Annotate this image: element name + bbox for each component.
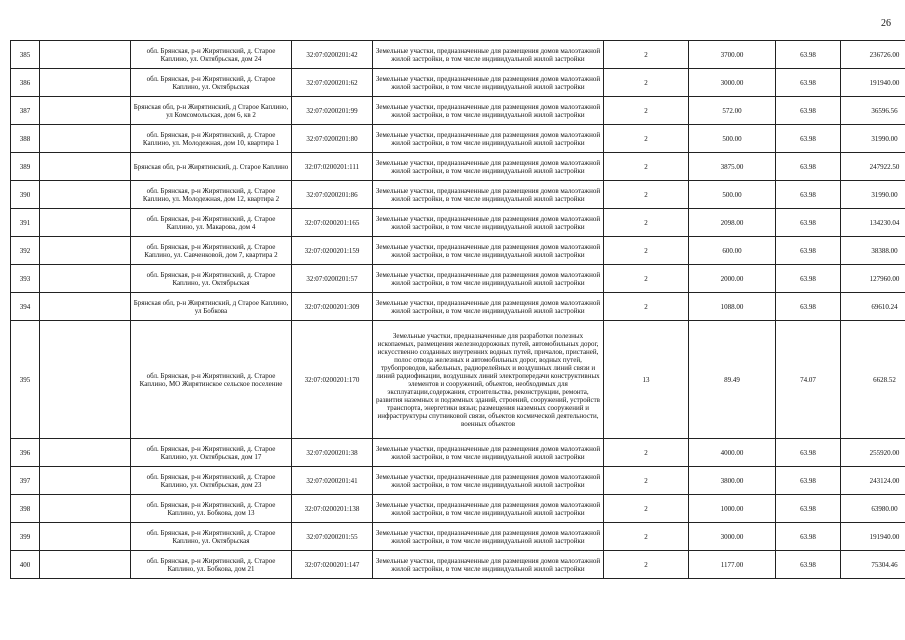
row-area: 2000.00: [689, 265, 776, 293]
row-cadastral-value: 69610.24: [841, 293, 905, 321]
row-area: 572.00: [689, 97, 776, 125]
row-area: 500.00: [689, 125, 776, 153]
row-cadastral-number: 32:07:0200201:138: [292, 495, 373, 523]
row-land-use: Земельные участки, предназначенные для размещения домов малоэтажной жилой застройки, в том числе индивидуальной жилой застройки: [373, 265, 604, 293]
row-cadastral-value: 247922.50: [841, 153, 905, 181]
row-category: 2: [604, 293, 689, 321]
row-cadastral-value: 36596.56: [841, 97, 905, 125]
row-cadastral-number: 32:07:0200201:309: [292, 293, 373, 321]
table-row: [11, 321, 905, 439]
row-land-use: Земельные участки, предназначенные для размещения домов малоэтажной жилой застройки, в том числе индивидуальной жилой застройки: [373, 439, 604, 467]
row-category: 2: [604, 209, 689, 237]
row-area: 3000.00: [689, 69, 776, 97]
row-cadastral-number: 32:07:0200201:62: [292, 69, 373, 97]
row-category: 2: [604, 69, 689, 97]
row-area: 1000.00: [689, 495, 776, 523]
table-row: [11, 209, 905, 237]
row-land-use: Земельные участки, предназначенные для размещения домов малоэтажной жилой застройки, в том числе индивидуальной жилой застройки: [373, 495, 604, 523]
row-category: 2: [604, 551, 689, 579]
row-category: 2: [604, 495, 689, 523]
row-land-use: Земельные участки, предназначенные для размещения домов малоэтажной жилой застройки, в том числе индивидуальной жилой застройки: [373, 181, 604, 209]
row-number: 400: [11, 551, 40, 579]
row-address: обл. Брянская, р-н Жирятинский, д. Старое Каплино, ул. Октябрьская, дом 17: [131, 439, 292, 467]
row-land-use: Земельные участки, предназначенные для размещения домов малоэтажной жилой застройки, в том числе индивидуальной жилой застройки: [373, 69, 604, 97]
row-rate: 63.98: [776, 69, 841, 97]
row-rate: 63.98: [776, 181, 841, 209]
row-number: 397: [11, 467, 40, 495]
row-cadastral-number: 32:07:0200201:38: [292, 439, 373, 467]
row-category: 2: [604, 439, 689, 467]
row-rate: 63.98: [776, 439, 841, 467]
row-cadastral-number: 32:07:0200201:41: [292, 467, 373, 495]
row-category: 13: [604, 321, 689, 439]
row-category: 2: [604, 523, 689, 551]
row-gap: [40, 293, 131, 321]
row-area: 500.00: [689, 181, 776, 209]
row-cadastral-number: 32:07:0200201:170: [292, 321, 373, 439]
table-row: [11, 181, 905, 209]
row-land-use: Земельные участки, предназначенные для размещения домов малоэтажной жилой застройки, в том числе индивидуальной жилой застройки: [373, 209, 604, 237]
row-category: 2: [604, 125, 689, 153]
row-address: обл. Брянская, р-н Жирятинский, д. Старое Каплино, ул. Бобкова, дом 21: [131, 551, 292, 579]
row-land-use: Земельные участки, предназначенные для размещения домов малоэтажной жилой застройки, в том числе индивидуальной жилой застройки: [373, 237, 604, 265]
row-cadastral-value: 236726.00: [841, 41, 905, 69]
row-land-use: Земельные участки, предназначенные для размещения домов малоэтажной жилой застройки, в том числе индивидуальной жилой застройки: [373, 97, 604, 125]
row-number: 388: [11, 125, 40, 153]
row-area: 600.00: [689, 237, 776, 265]
row-area: 3700.00: [689, 41, 776, 69]
row-area: 1088.00: [689, 293, 776, 321]
table-row: [11, 495, 905, 523]
row-land-use: Земельные участки, предназначенные для размещения домов малоэтажной жилой застройки, в том числе индивидуальной жилой застройки: [373, 551, 604, 579]
row-category: 2: [604, 237, 689, 265]
row-rate: 63.98: [776, 467, 841, 495]
row-cadastral-number: 32:07:0200201:159: [292, 237, 373, 265]
row-number: 398: [11, 495, 40, 523]
row-cadastral-number: 32:07:0200201:147: [292, 551, 373, 579]
row-land-use: Земельные участки, предназначенные для размещения домов малоэтажной жилой застройки, в том числе индивидуальной жилой застройки: [373, 523, 604, 551]
row-rate: 74.07: [776, 321, 841, 439]
table-row: [11, 551, 905, 579]
table-row: [11, 467, 905, 495]
row-category: 2: [604, 41, 689, 69]
table-row: [11, 237, 905, 265]
row-gap: [40, 181, 131, 209]
row-gap: [40, 237, 131, 265]
row-gap: [40, 439, 131, 467]
row-area: 2098.00: [689, 209, 776, 237]
row-rate: 63.98: [776, 125, 841, 153]
row-rate: 63.98: [776, 237, 841, 265]
row-gap: [40, 69, 131, 97]
table-row: [11, 125, 905, 153]
table-body: [11, 41, 905, 579]
row-number: 396: [11, 439, 40, 467]
row-cadastral-number: 32:07:0200201:80: [292, 125, 373, 153]
table-row: [11, 293, 905, 321]
row-land-use: Земельные участки, предназначенные для разработки полезных ископаемых, размещения железнодорожных путей, автомобильных дорог, искусственно созданных внутренних водных путей, причалов, пристаней, полос отвода железных и автомобильных дорог, водных путей, трубопроводов, кабельных, радиорелейных и воздушных линий связи и линий радиофикации, воздушных линий электропередачи конструктивных элементов и сооружений, объектов, необходимых для эксплуатации,содержания, строительства, реконструкции, ремонта, развития наземных и подземных зданий, строений, сооружений, устройств транспорта, энергетики вязьи; размещения наземных сооружений и инфраструктуры спутниковой связи, объектов космической деятельности, военных объектов: [373, 321, 604, 439]
row-cadastral-number: 32:07:0200201:99: [292, 97, 373, 125]
row-gap: [40, 153, 131, 181]
row-number: 386: [11, 69, 40, 97]
table-row: [11, 439, 905, 467]
table-row: [11, 97, 905, 125]
row-address: обл. Брянская, р-н Жирятинский, д. Старое Каплино, ул. Савченковой, дом 7, квартира 2: [131, 237, 292, 265]
row-gap: [40, 551, 131, 579]
row-address: обл. Брянская, р-н Жирятинский, д. Старое Каплино, ул. Бобкова, дом 13: [131, 495, 292, 523]
row-rate: 63.98: [776, 523, 841, 551]
row-address: обл. Брянская, р-н Жирятинский, д. Старое Каплино, ул. Молодежная, дом 12, квартира 2: [131, 181, 292, 209]
row-address: Брянская обл, р-н Жирятинский, д. Старое Каплино: [131, 153, 292, 181]
row-number: 387: [11, 97, 40, 125]
page-number: 26: [881, 18, 891, 29]
row-cadastral-value: 191940.00: [841, 523, 905, 551]
row-cadastral-value: 63980.00: [841, 495, 905, 523]
row-address: обл. Брянская, р-н Жирятинский, д. Старое Каплино, ул. Макарова, дом 4: [131, 209, 292, 237]
row-category: 2: [604, 153, 689, 181]
table-row: [11, 265, 905, 293]
row-category: 2: [604, 265, 689, 293]
row-cadastral-number: 32:07:0200201:165: [292, 209, 373, 237]
row-cadastral-value: 31990.00: [841, 125, 905, 153]
row-rate: 63.98: [776, 41, 841, 69]
row-land-use: Земельные участки, предназначенные для размещения домов малоэтажной жилой застройки, в том числе индивидуальной жилой застройки: [373, 153, 604, 181]
row-address: Брянская обл, р-н Жирятинский, д Старое Каплино, ул Бобкова: [131, 293, 292, 321]
row-cadastral-value: 191940.00: [841, 69, 905, 97]
row-gap: [40, 321, 131, 439]
row-cadastral-value: 6628.52: [841, 321, 905, 439]
row-cadastral-value: 134230.04: [841, 209, 905, 237]
row-number: 391: [11, 209, 40, 237]
row-number: 389: [11, 153, 40, 181]
row-area: 3800.00: [689, 467, 776, 495]
row-number: 394: [11, 293, 40, 321]
row-rate: 63.98: [776, 265, 841, 293]
row-address: обл. Брянская, р-н Жирятинский, д. Старое Каплино, ул. Октябрьская, дом 24: [131, 41, 292, 69]
row-cadastral-number: 32:07:0200201:57: [292, 265, 373, 293]
row-number: 399: [11, 523, 40, 551]
row-land-use: Земельные участки, предназначенные для размещения домов малоэтажной жилой застройки, в том числе индивидуальной жилой застройки: [373, 467, 604, 495]
row-land-use: Земельные участки, предназначенные для размещения домов малоэтажной жилой застройки, в том числе индивидуальной жилой застройки: [373, 41, 604, 69]
row-area: 3875.00: [689, 153, 776, 181]
row-cadastral-value: 75304.46: [841, 551, 905, 579]
row-rate: 63.98: [776, 495, 841, 523]
row-address: обл. Брянская, р-н Жирятинский, д. Старое Каплино, ул. Октябрьская: [131, 265, 292, 293]
row-address: обл. Брянская, р-н Жирятинский, д. Старое Каплино, ул. Октябрьская: [131, 69, 292, 97]
row-cadastral-number: 32:07:0200201:42: [292, 41, 373, 69]
row-cadastral-value: 255920.00: [841, 439, 905, 467]
row-gap: [40, 209, 131, 237]
row-address: обл. Брянская, р-н Жирятинский, д. Старое Каплино, ул. Октябрьская, дом 23: [131, 467, 292, 495]
row-area: 1177.00: [689, 551, 776, 579]
row-rate: 63.98: [776, 153, 841, 181]
row-number: 393: [11, 265, 40, 293]
row-rate: 63.98: [776, 97, 841, 125]
row-address: обл. Брянская, р-н Жирятинский, д. Старое Каплино, ул. Молодежная, дом 10, квартира 1: [131, 125, 292, 153]
row-address: обл. Брянская, р-н Жирятинский, д. Старое Каплино, МО Жирятинское сельское поселение: [131, 321, 292, 439]
row-cadastral-value: 127960.00: [841, 265, 905, 293]
row-gap: [40, 97, 131, 125]
row-area: 4000.00: [689, 439, 776, 467]
row-category: 2: [604, 181, 689, 209]
row-cadastral-value: 31990.00: [841, 181, 905, 209]
row-area: 3000.00: [689, 523, 776, 551]
row-category: 2: [604, 97, 689, 125]
row-area: 89.49: [689, 321, 776, 439]
row-address: Брянская обл, р-н Жирятинский, д Старое Каплино, ул Комсомольская, дом 6, кв 2: [131, 97, 292, 125]
row-cadastral-number: 32:07:0200201:86: [292, 181, 373, 209]
row-gap: [40, 495, 131, 523]
row-cadastral-number: 32:07:0200201:111: [292, 153, 373, 181]
row-cadastral-value: 38388.00: [841, 237, 905, 265]
row-land-use: Земельные участки, предназначенные для размещения домов малоэтажной жилой застройки, в том числе индивидуальной жилой застройки: [373, 125, 604, 153]
row-gap: [40, 41, 131, 69]
row-number: 385: [11, 41, 40, 69]
row-gap: [40, 265, 131, 293]
table-row: [11, 41, 905, 69]
row-number: 390: [11, 181, 40, 209]
row-land-use: Земельные участки, предназначенные для размещения домов малоэтажной жилой застройки, в том числе индивидуальной жилой застройки: [373, 293, 604, 321]
row-category: 2: [604, 467, 689, 495]
row-gap: [40, 125, 131, 153]
row-rate: 63.98: [776, 209, 841, 237]
row-cadastral-value: 243124.00: [841, 467, 905, 495]
table-row: [11, 69, 905, 97]
row-number: 395: [11, 321, 40, 439]
cadastral-value-table: [10, 40, 905, 579]
row-rate: 63.98: [776, 293, 841, 321]
table-row: [11, 523, 905, 551]
row-number: 392: [11, 237, 40, 265]
row-rate: 63.98: [776, 551, 841, 579]
table-row: [11, 153, 905, 181]
row-address: обл. Брянская, р-н Жирятинский, д. Старое Каплино, ул. Октябрьская: [131, 523, 292, 551]
row-cadastral-number: 32:07:0200201:55: [292, 523, 373, 551]
row-gap: [40, 523, 131, 551]
row-gap: [40, 467, 131, 495]
